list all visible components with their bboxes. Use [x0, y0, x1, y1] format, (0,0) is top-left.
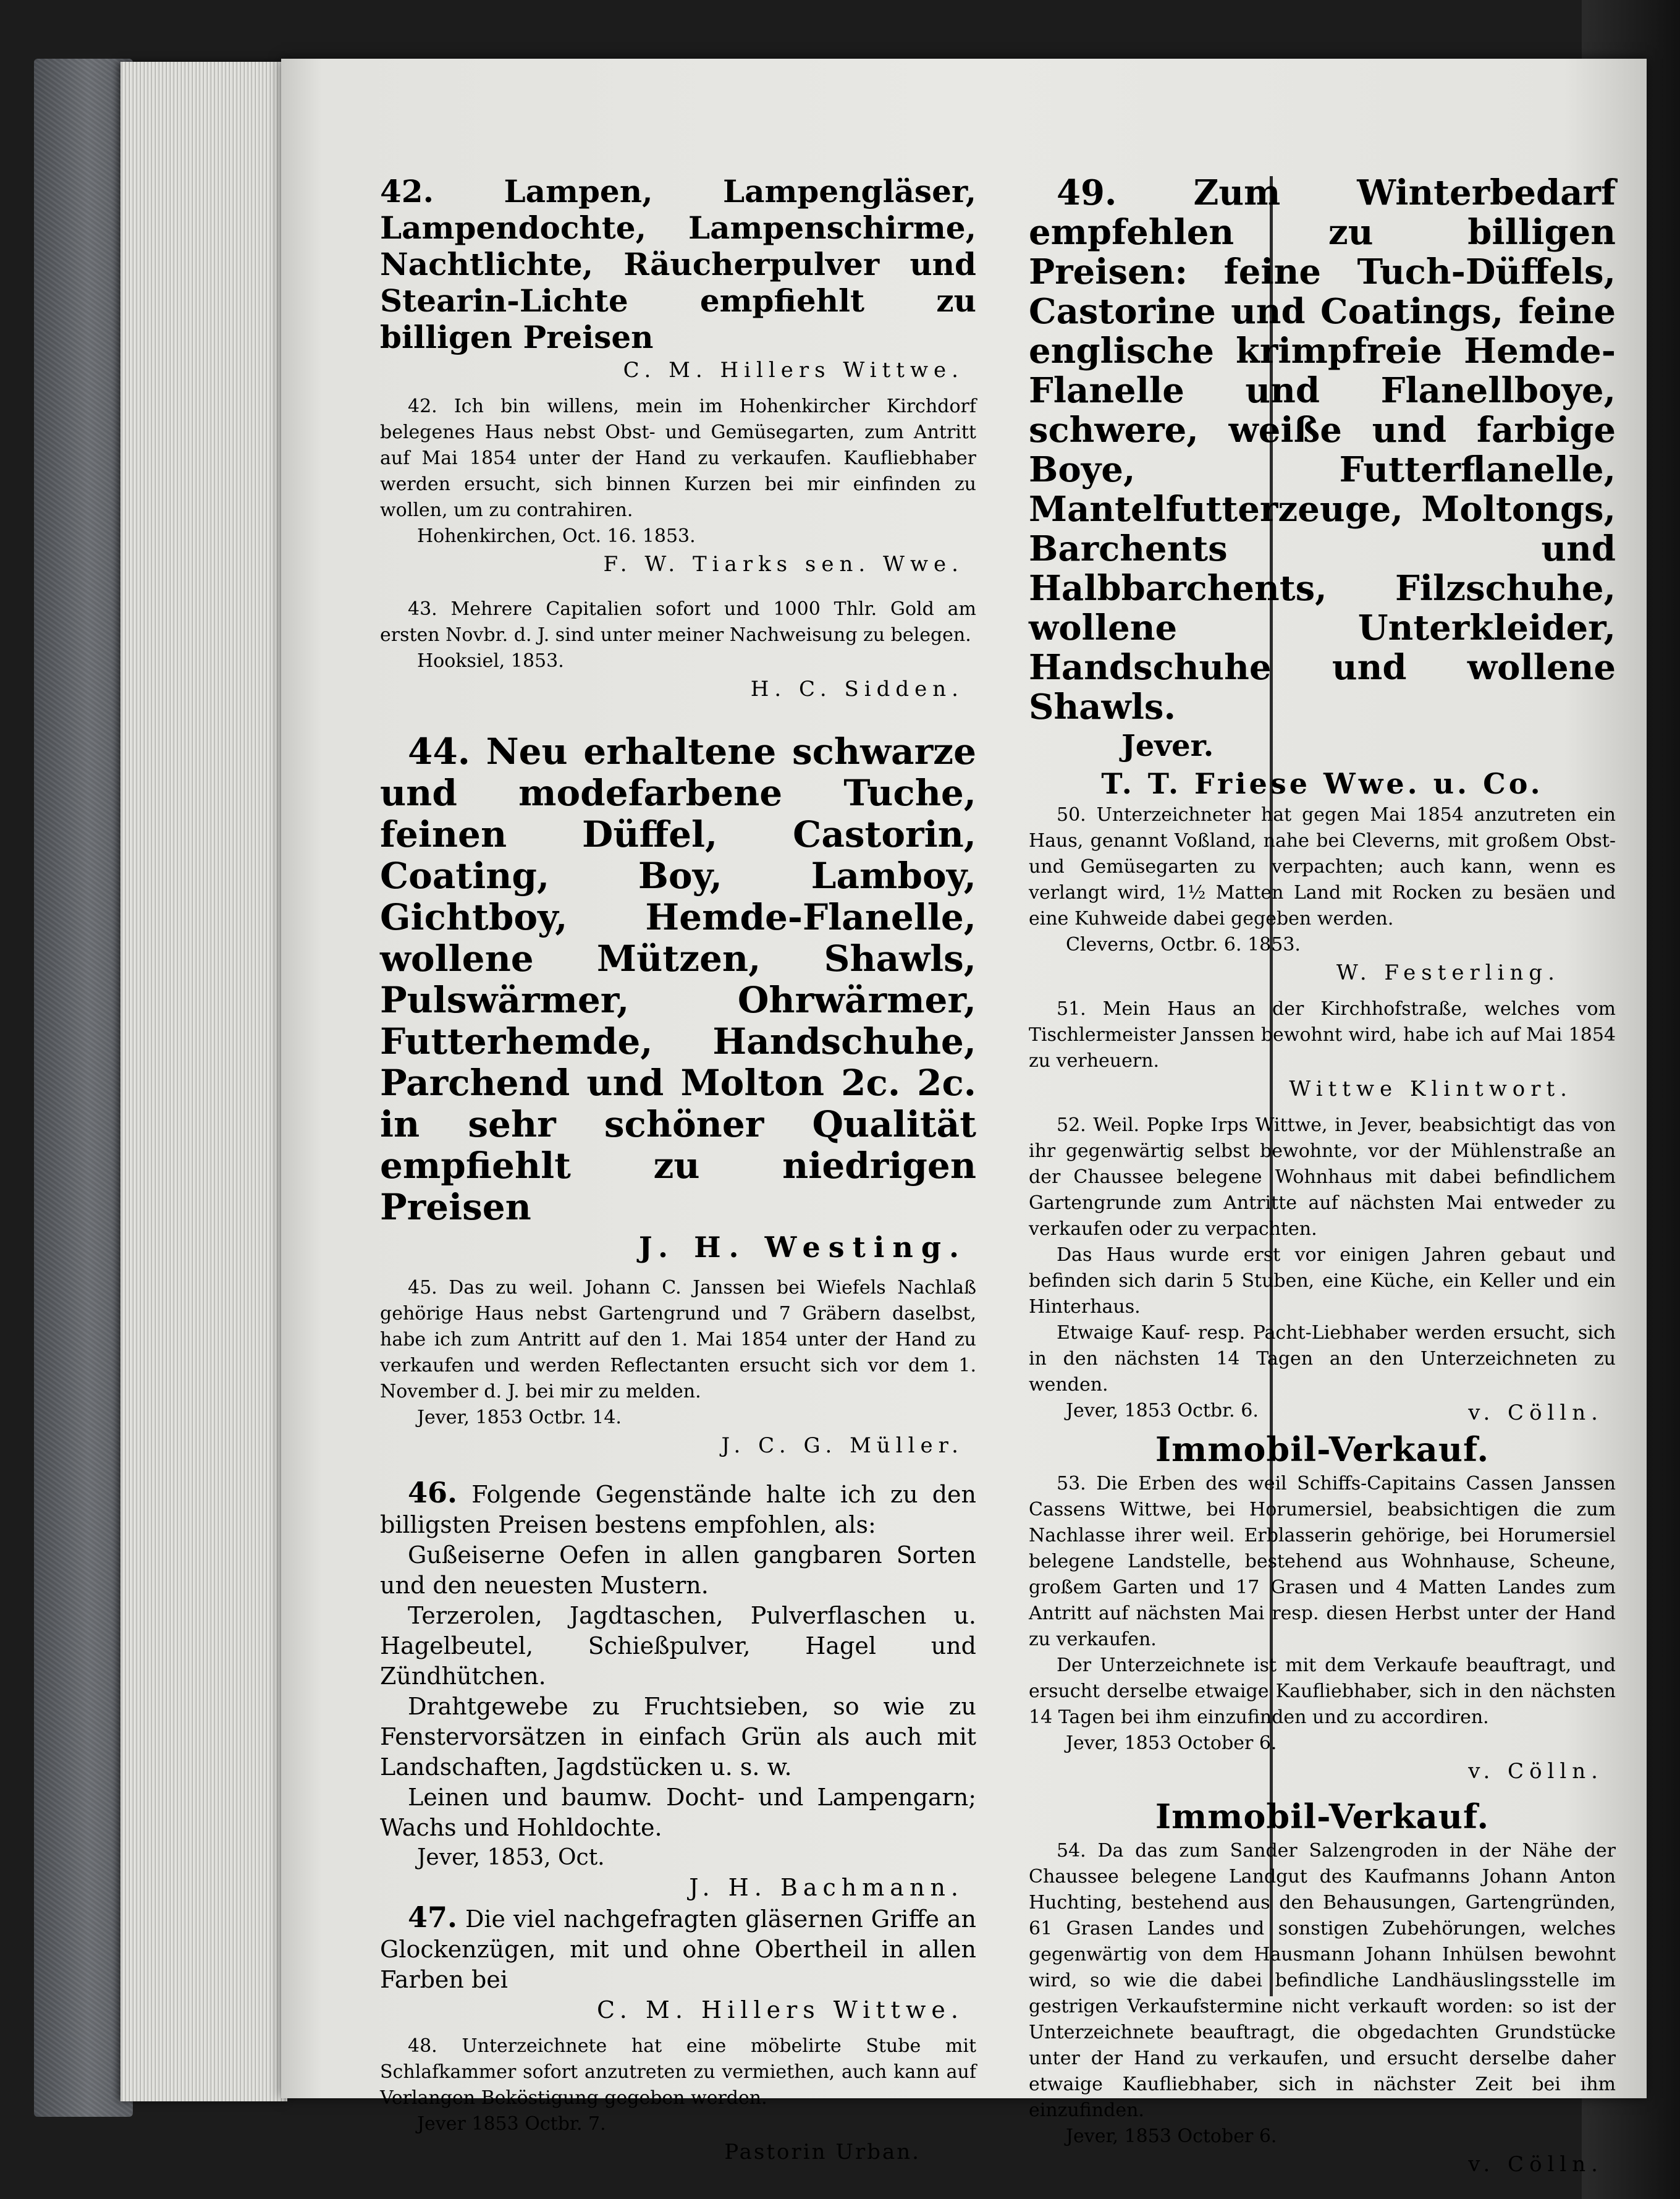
advert-signature: H. C. Sidden.: [750, 677, 964, 701]
advert-place-date: Hooksiel, 1853.: [417, 650, 564, 672]
advert-signature: Wittwe Klintwort.: [1289, 1077, 1572, 1101]
advert-text: 53. Die Erben des weil Schiffs-Capitains Cassen Janssen Cassens Wittwe, bei Horumersiel, beabsichtigen die zum Nachlasse ihrer weil. Erblasserin gehörige, bei Horumersiel belegene Landstelle, bestehend aus Wohnhause, Scheune, großem Garten und 17 Grasen und 4 Matten Landes zum Antritt auf nächsten Mai resp. diesen Herbst unter der Hand zu verkaufen.: [1029, 1473, 1616, 1650]
advert-46-goods: [380, 1478, 976, 1902]
advert-place-date: Jever, 1853, Oct.: [417, 1845, 605, 1870]
advert-text: 48. Unterzeichnete hat eine möbelirte Stube mit Schlafkammer sofort anzutreten zu vermiethen, auch kann auf Verlangen Beköstigung gegeben werden.: [380, 2035, 976, 2109]
advert-signature: J. H. Bachmann.: [689, 1874, 964, 1901]
advert-text: Lampen, Lampengläser, Lampendochte, Lampenschirme, Nachtlichte, Räucherpulver und Stearin-Lichte empfiehlt zu billigen Preisen: [380, 173, 976, 355]
advert-42-lamps: [380, 173, 976, 385]
advert-place-date: Jever, 1853 Octbr. 14.: [417, 1407, 622, 1428]
advert-45-house: [380, 1275, 976, 1460]
advert-place-date: Cleverns, Octbr. 6. 1853.: [1066, 934, 1301, 955]
advert-number: 42.: [380, 173, 434, 210]
advert-53-immobil: [1029, 1428, 1616, 1786]
advert-paragraph: Terzerolen, Jagdtaschen, Pulverflaschen u. Hagelbeutel, Schießpulver, Hagel und Zündhütchen.: [380, 1602, 976, 1690]
advert-text: Zum Winterbedarf empfehlen zu billigen Preisen: feine Tuch-Düffels, Castorine und Coatings, feine englische krimpfreie Hemde-Flanelle und Flanellboye, schwere, weiße und farbige Boye, Futterflanelle, Mantelfutterzeuge, Moltongs, Barchents und Halbbarchents, Filzschuhe, wollene Unterkleider, Handschuhe und wollene Shawls.: [1029, 172, 1616, 727]
advert-number: 47.: [408, 1900, 458, 1934]
advert-paragraph: Der Unterzeichnete ist mit dem Verkaufe beauftragt, und ersucht derselbe etwaige Kaufliebhaber, sich in den nächsten 14 Tagen bei ihm einzufinden und zu accordiren.: [1029, 1655, 1616, 1728]
advert-48-room: [380, 2033, 976, 2167]
advert-50-voessland: [1029, 802, 1616, 988]
advert-54-immobil: [1029, 1795, 1616, 2179]
advert-paragraph: Leinen und baumw. Docht- und Lampengarn; Wachs und Hohldochte.: [380, 1784, 976, 1841]
advert-text: Neu erhaltene schwarze und modefarbene Tuche, feinen Düffel, Castorin, Coating, Boy, Lamboy, Gichtboy, Hemde-Flanelle, wollene Mützen, Shawls, Pulswärmer, Ohrwärmer, Futterhemde, Handschuhe, Parchend und Molton 2c. 2c. in sehr schöner Qualität empfiehlt zu niedrigen Preisen: [380, 731, 976, 1228]
advert-signature: J. C. G. Müller.: [721, 1433, 964, 1458]
advert-paragraph: Drahtgewebe zu Fruchtsieben, so wie zu Fenstervorsätzen in einfach Grün als auch mit Landschaften, Jagdstücken u. s. w.: [380, 1693, 976, 1781]
advert-place-date: Jever, 1853 October 6.: [1066, 2125, 1277, 2147]
advert-heading: Immobil-Verkauf.: [1155, 1430, 1490, 1469]
advert-signature: v. Cölln.: [1468, 2152, 1603, 2177]
advert-signature: F. W. Tiarks sen. Wwe.: [603, 552, 964, 577]
advert-number: 44.: [408, 731, 470, 773]
advert-number: 46.: [408, 1476, 458, 1509]
advert-text: 50. Unterzeichneter hat gegen Mai 1854 anzutreten ein Haus, genannt Voßland, nahe bei Cleverns, mit großem Obst- und Gemüsegarten zu verpachten; auch kann, wenn es verlangt wird, 1½ Matten Land mit Rocken zu besäen und eine Kuhweide dabei gegeben werden.: [1029, 804, 1616, 930]
page-edges: [120, 62, 287, 2101]
advert-44-cloth: [380, 731, 976, 1266]
advert-43-capital: [380, 596, 976, 704]
advert-text: 45. Das zu weil. Johann C. Janssen bei Wiefels Nachlaß gehörige Haus nebst Gartengrund und 7 Gräbern daselbst, habe ich zum Antritt auf den 1. Mai 1854 unter der Hand zu verkaufen und werden Reflectanten ersucht sich vor dem 1. November d. J. bei mir zu melden.: [380, 1277, 976, 1402]
advert-signature: W. Festerling.: [1336, 960, 1560, 985]
advert-paragraph: Das Haus wurde erst vor einigen Jahren gebaut und befinden sich darin 5 Stuben, eine Küche, ein Keller und ein Hinterhaus.: [1029, 1244, 1616, 1318]
advert-signature: v. Cölln.: [1468, 1400, 1603, 1425]
advert-signature: J. H. Westing.: [638, 1231, 967, 1264]
advert-signature: v. Cölln.: [1468, 1759, 1603, 1784]
advert-intro: Folgende Gegenstände halte ich zu den billigsten Preisen bestens empfohlen, als:: [380, 1481, 976, 1538]
advert-text: 43. Mehrere Capitalien sofort und 1000 Thlr. Gold am ersten Novbr. d. J. sind unter meiner Nachweisung zu belegen.: [380, 598, 976, 646]
advert-signature: C. M. Hillers Wittwe.: [623, 358, 964, 383]
advert-text: Die viel nachgefragten gläsernen Griffe an Glockenzügen, mit und ohne Obertheil in allen Farben bei: [380, 1905, 976, 1993]
advert-text: 42. Ich bin willens, mein im Hohenkircher Kirchdorf belegenes Haus nebst Obst- und Gemüsegarten, zum Antritt auf Mai 1854 unter der Hand zu verkaufen. Kaufliebhaber werden ersucht, sich binnen Kurzen bei mir einfinden zu wollen, um zu contrahiren.: [380, 396, 976, 521]
advert-52-irps-house: [1029, 1112, 1616, 1428]
advert-signature: C. M. Hillers Wittwe.: [597, 1996, 964, 2023]
advert-place-date: Jever, 1853 Octbr. 6.: [1066, 1400, 1259, 1422]
advert-49-winter: [1029, 173, 1616, 802]
left-column: [380, 173, 976, 2167]
advert-place-date: Hohenkirchen, Oct. 16. 1853.: [417, 525, 696, 547]
advert-place-date: Jever 1853 Octbr. 7.: [417, 2113, 606, 2135]
advert-heading: Immobil-Verkauf.: [1155, 1797, 1490, 1836]
advert-place: Jever.: [1121, 729, 1214, 763]
book-cover: [34, 59, 133, 2117]
advert-text: 52. Weil. Popke Irps Wittwe, in Jever, beabsichtigt das von ihr gegenwärtig selbst bewohnte, vor der Mühlenstraße an der Chaussee belegene Wohnhaus mit dabei befindlichem Gartengrunde zum Antritte auf nächsten Mai entweder zu verkaufen oder zu verpachten.: [1029, 1114, 1616, 1240]
advert-paragraph: Etwaige Kauf- resp. Pacht-Liebhaber werden ersucht, sich in den nächsten 14 Tagen an den Unterzeichneten zu wenden.: [1029, 1322, 1616, 1396]
advert-place-date: Jever, 1853 October 6.: [1066, 1732, 1277, 1754]
advert-signature: T. T. Friese Wwe. u. Co.: [1101, 767, 1543, 800]
advert-text: 54. Da das zum Sander Salzengroden in der Nähe der Chaussee belegene Landgut des Kaufmanns Johann Anton Huchting, bestehend aus den Behausungen, Gartengründen, 61 Grasen Landes und sonstigen Zubehörungen, welches gegenwärtig von dem Hausmann Johann Inhülsen bewohnt wird, so wie die dabei befindliche Landhäuslingsstelle im gestrigen Verkaufstermine nicht verkauft worden: so ist der Unterzeichnete beauftragt, die obgedachten Grundstücke unter der Hand zu verkaufen, und ersucht derselbe daher etwaige Kaufliebhaber, sich in nächster Zeit bei ihm einzufinden.: [1029, 1840, 1616, 2121]
advert-signature: Pastorin Urban.: [724, 2140, 921, 2164]
advert-51-house-rent: [1029, 996, 1616, 1104]
advert-42-house-sale: [380, 394, 976, 579]
right-column-text: [1029, 173, 1616, 2179]
advert-paragraph: Gußeiserne Oefen in allen gangbaren Sorten und den neuesten Mustern.: [380, 1541, 976, 1599]
advert-number: 49.: [1057, 172, 1117, 213]
advert-text: 51. Mein Haus an der Kirchhofstraße, welches vom Tischlermeister Janssen bewohnt wird, habe ich auf Mai 1854 zu verheuern.: [1029, 998, 1616, 1072]
advert-47-bell-handles: [380, 1902, 976, 2025]
